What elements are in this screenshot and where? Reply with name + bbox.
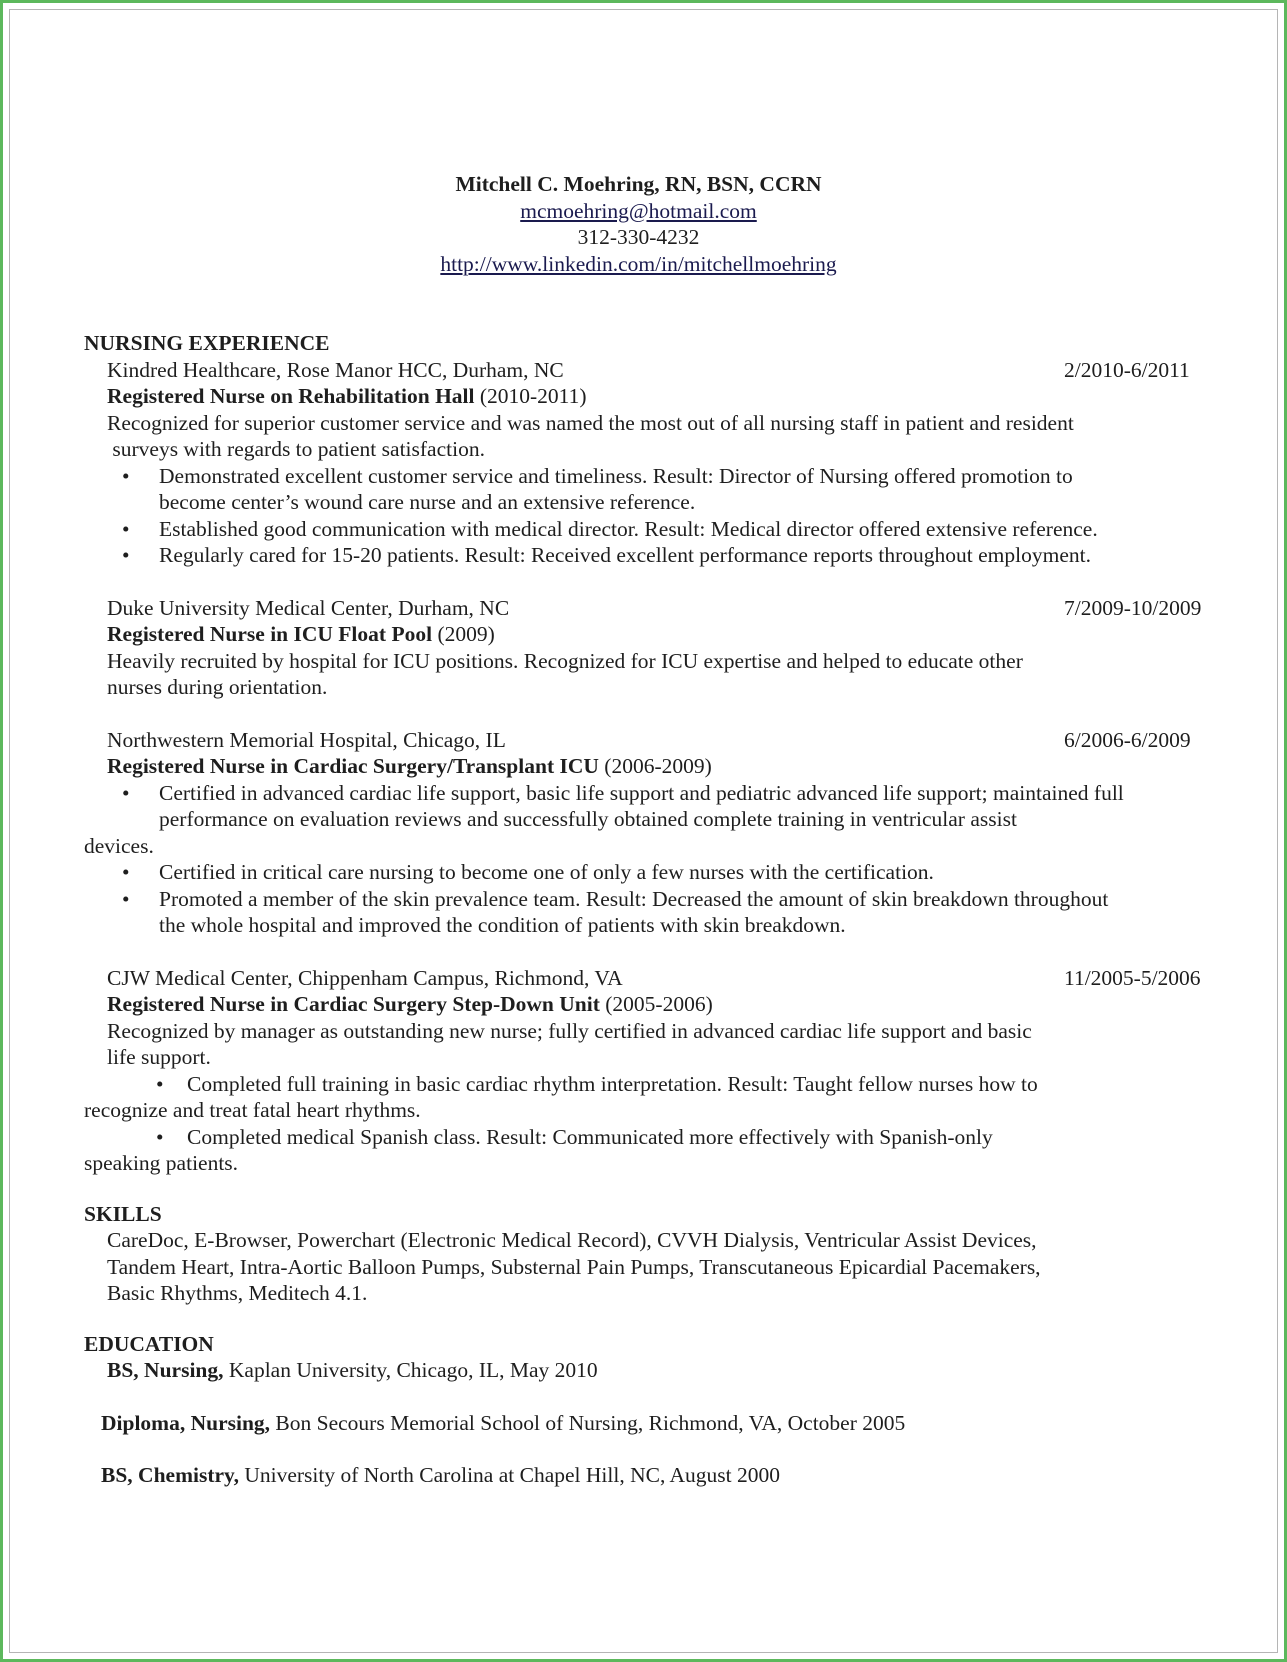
candidate-name: Mitchell C. Moehring, RN, BSN, CCRN: [455, 172, 822, 196]
job-entry: [84, 965, 1214, 1071]
job-summary: Recognized for superior customer service and was named the most out of all nursing staff in patient and resident: [107, 410, 1074, 435]
job-bullets: [84, 463, 1214, 569]
bullet-text-wrap: devices.: [84, 833, 154, 858]
list-item: [84, 516, 1214, 543]
degree-detail: University of North Carolina at Chapel Hill, NC, August 2000: [238, 1463, 780, 1487]
degree: Diploma, Nursing,: [101, 1410, 271, 1435]
list-item: [84, 542, 1214, 569]
job-dates: 7/2009-10/2009: [1064, 595, 1202, 620]
job-summary-cont: life support.: [107, 1045, 211, 1069]
skills-list: [84, 1227, 1214, 1307]
section-title-education: EDUCATION: [84, 1331, 214, 1356]
degree: BS, Nursing,: [107, 1358, 224, 1382]
education-item: [84, 1410, 1214, 1437]
degree-detail: Kaplan University, Chicago, IL, May 2010: [223, 1358, 598, 1382]
job-summary-cont: nurses during orientation.: [107, 675, 328, 699]
employer: Kindred Healthcare, Rose Manor HCC, Durham, NC: [107, 357, 564, 382]
list-item: [84, 780, 1214, 833]
bullet-text-cont: performance on evaluation reviews and successfully obtained complete training in ventricular assist: [159, 807, 1017, 831]
job-summary: Recognized by manager as outstanding new nurse; fully certified in advanced cardiac life support and basic: [107, 1018, 1032, 1043]
employer: Duke University Medical Center, Durham, NC: [107, 595, 510, 620]
skills-line: CareDoc, E-Browser, Powerchart (Electronic Medical Record), CVVH Dialysis, Ventricular Assist Devices,: [107, 1228, 1037, 1252]
job-dates: 2/2010-6/2011: [1064, 357, 1190, 382]
job-years: (2006-2009): [598, 754, 712, 778]
job-dates: 6/2006-6/2009: [1064, 727, 1191, 752]
bullet-text: • Demonstrated excellent customer service and timeliness. Result: Director of Nursing offered promotion to: [159, 463, 1073, 488]
list-item: [84, 463, 1214, 516]
phone-number: 312-330-4232: [577, 225, 700, 249]
job-dates: 11/2005-5/2006: [1064, 965, 1201, 990]
skills-line: Basic Rhythms, Meditech 4.1.: [107, 1281, 368, 1305]
education-item: [84, 1357, 1214, 1384]
job-bullets: [84, 859, 1214, 939]
bullet-text-wrap: speaking patients.: [84, 1151, 239, 1175]
bullet-text: Completed medical Spanish class. Result: Communicated more effectively with Spanish-only: [187, 1124, 993, 1149]
bullet-text: • Promoted a member of the skin prevalence team. Result: Decreased the amount of skin breakdown throughout: [159, 886, 1109, 911]
list-item: [84, 886, 1214, 939]
resume-content: [84, 171, 1214, 1489]
linkedin-link[interactable]: http://www.linkedin.com/in/mitchellmoehring: [440, 251, 837, 276]
job-role: Registered Nurse in Cardiac Surgery/Transplant ICU: [107, 754, 599, 778]
job-entry: [84, 357, 1214, 463]
bullet-text: • Regularly cared for 15-20 patients. Result: Received excellent performance reports throughout employment.: [159, 543, 1091, 567]
job-entry: [84, 727, 1214, 780]
degree-detail: Bon Secours Memorial School of Nursing, Richmond, VA, October 2005: [270, 1410, 906, 1435]
job-years: (2009): [432, 622, 495, 646]
bullet-text: Completed full training in basic cardiac rhythm interpretation. Result: Taught fellow nurses how to: [187, 1071, 1038, 1096]
list-item: [84, 859, 1214, 886]
bullet-text-cont: become center’s wound care nurse and an extensive reference.: [159, 490, 696, 514]
list-item: [84, 1124, 1214, 1151]
job-years: (2005-2006): [599, 992, 713, 1016]
bullet-text: • Certified in advanced cardiac life support, basic life support and pediatric advanced life support; maintained full: [159, 780, 1124, 805]
education-item: [84, 1462, 1214, 1489]
job-entry: [84, 595, 1214, 701]
job-role: Registered Nurse in Cardiac Surgery Step-Down Unit: [107, 992, 600, 1016]
job-bullets: [84, 780, 1214, 833]
list-item: [84, 1071, 1214, 1098]
job-role: Registered Nurse in ICU Float Pool: [107, 622, 433, 646]
employer: Northwestern Memorial Hospital, Chicago, IL: [107, 727, 506, 752]
bullet-text: • Established good communication with medical director. Result: Medical director offered extensive reference.: [159, 516, 1098, 541]
section-title-experience: NURSING EXPERIENCE: [84, 331, 330, 355]
skills-line: Tandem Heart, Intra-Aortic Balloon Pumps, Substernal Pain Pumps, Transcutaneous Epicardial Pacemakers,: [107, 1254, 1041, 1279]
job-summary: Heavily recruited by hospital for ICU positions. Recognized for ICU expertise and helped to educate other: [107, 648, 1023, 673]
job-years: (2010-2011): [474, 384, 587, 408]
bullet-text-cont: the whole hospital and improved the condition of patients with skin breakdown.: [159, 913, 846, 937]
degree: BS, Chemistry,: [101, 1463, 239, 1487]
section-title-skills: SKILLS: [84, 1201, 162, 1226]
bullet-text: • Certified in critical care nursing to become one of only a few nurses with the certification.: [159, 860, 934, 884]
employer: CJW Medical Center, Chippenham Campus, Richmond, VA: [107, 965, 623, 990]
bullet-text-wrap: recognize and treat fatal heart rhythms.: [84, 1098, 421, 1122]
resume-header: [75, 171, 1202, 277]
job-summary-cont: surveys with regards to patient satisfaction.: [107, 437, 485, 461]
job-role: Registered Nurse on Rehabilitation Hall: [107, 384, 475, 408]
email-link[interactable]: mcmoehring@hotmail.com: [520, 198, 757, 223]
